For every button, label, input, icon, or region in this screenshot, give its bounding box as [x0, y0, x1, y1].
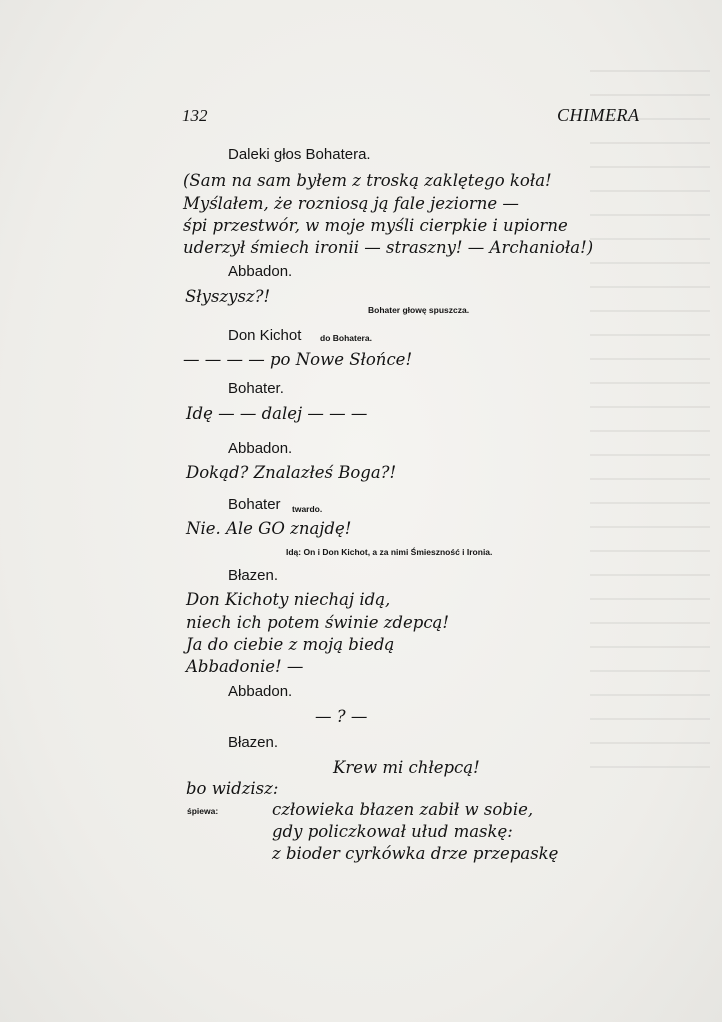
stage-direction: Idą: On i Don Kichot, a za nimi Śmieszność i Ironia.: [286, 547, 493, 557]
verse-line: (Sam na sam byłem z troską zaklętego koła!: [183, 171, 552, 190]
stage-direction: śpiewa:: [187, 806, 219, 816]
speaker-heading: Błazen.: [228, 734, 279, 751]
verse-line: Don Kichoty niechaj idą,: [186, 590, 391, 609]
verse-line: Idę — — dalej — — —: [186, 404, 368, 423]
speaker-heading: Błazen.: [228, 567, 279, 584]
verse-line: gdy policzkował ułud maskę:: [272, 822, 513, 841]
verse-line: z bioder cyrkówka drze przepaskę: [272, 844, 559, 863]
page-number: 132: [182, 106, 208, 125]
speaker-heading: Abbadon.: [228, 263, 293, 280]
speaker-heading: Bohater: [228, 496, 281, 513]
speaker-heading: Abbadon.: [228, 683, 293, 700]
verse-line: Dokąd? Znalazłeś Boga?!: [186, 463, 397, 482]
speaker-heading: Bohater.: [228, 380, 284, 397]
verse-line: śpi przestwór, w moje myśli cierpkie i upiorne: [183, 216, 568, 235]
verse-line: Abbadonie! —: [186, 657, 304, 676]
verse-line: niech ich potem świnie zdepcą!: [186, 613, 450, 632]
speaker-heading: Don Kichot: [228, 327, 302, 344]
verse-line: bo widzisz:: [186, 779, 279, 798]
bleed-through-text: [590, 70, 710, 870]
verse-line: Słyszysz?!: [185, 287, 271, 306]
stage-direction: Bohater głowę spuszcza.: [368, 305, 470, 315]
speaker-heading: Daleki głos Bohatera.: [228, 146, 371, 163]
stage-direction: do Bohatera.: [320, 333, 372, 343]
verse-line: Myślałem, że rozniosą ją fale jeziorne —: [183, 194, 519, 213]
stage-direction: twardo.: [292, 504, 323, 514]
verse-line: uderzył śmiech ironii — straszny! — Archanioła!): [183, 238, 594, 257]
verse-line: — ? —: [315, 707, 368, 726]
running-title: CHIMERA: [557, 105, 640, 125]
verse-line: Krew mi chłepcą!: [333, 758, 480, 777]
verse-line: Nie. Ale GO znajdę!: [186, 519, 352, 538]
verse-line: człowieka błazen zabił w sobie,: [272, 800, 534, 819]
verse-line: — — — — po Nowe Słońce!: [183, 350, 413, 369]
verse-line: Ja do ciebie z moją biedą: [186, 635, 395, 654]
speaker-heading: Abbadon.: [228, 440, 293, 457]
